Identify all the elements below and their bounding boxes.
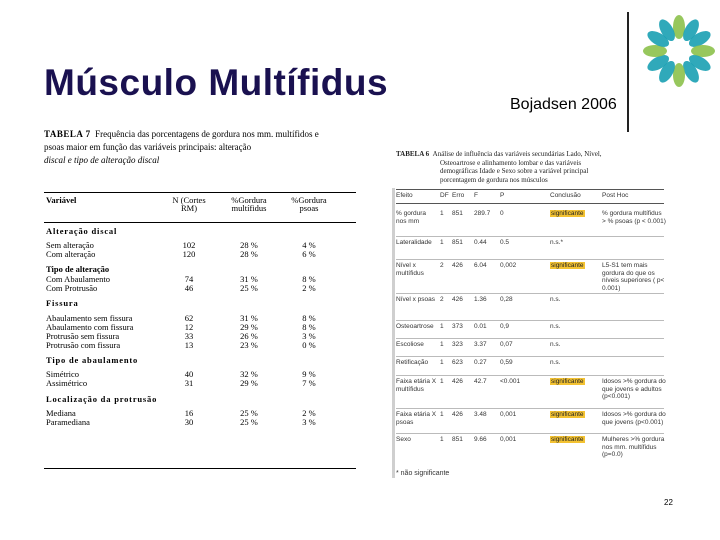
cell-p: 0,001: [500, 436, 517, 443]
cell-psoas: 8 %: [302, 322, 316, 332]
table-7-caption-line: psoas maior em função das variáveis principais: alteração: [44, 142, 252, 152]
cell-efeito: Nível x multífidus: [396, 262, 424, 277]
cell-psoas: 2 %: [302, 283, 316, 293]
cell-conclusao: n.s.: [550, 323, 561, 330]
header-erro: Erro: [452, 192, 465, 199]
cell-n: 31: [184, 378, 194, 388]
table-7-caption: [44, 128, 356, 167]
cell-df: 1: [440, 323, 444, 330]
section-row: [44, 265, 356, 274]
cell-erro: 851: [452, 239, 463, 246]
cell-f: 0.27: [474, 359, 487, 366]
cell-psoas: 4 %: [302, 240, 316, 250]
header-n: N (Cortes RM): [172, 195, 206, 213]
cell-df: 1: [440, 341, 444, 348]
cell-multifidus: 25 %: [240, 417, 258, 427]
source-citation: Bojadsen 2006: [510, 96, 617, 113]
row-label: Protrusão sem fissura: [46, 331, 120, 341]
header-conclusao: Conclusão: [550, 192, 581, 199]
row-label: Simétrico: [46, 369, 80, 379]
header-p: P: [500, 192, 505, 199]
cell-n: 62: [184, 313, 194, 323]
cell-df: 1: [440, 378, 444, 385]
cell-p: 0,001: [500, 411, 517, 418]
cell-efeito: Osteoartrose: [396, 323, 434, 330]
cell-psoas: 8 %: [302, 274, 316, 284]
cell-erro: 426: [452, 378, 463, 385]
cell-erro: 851: [452, 436, 463, 443]
row-divider: [396, 236, 664, 237]
table-6-caption-line: Análise de influência das variáveis secundárias Lado, Nível,: [432, 150, 602, 158]
table-6-caption-line: porcentagem de gordura nos músculos: [440, 175, 548, 184]
row-divider: [396, 259, 664, 260]
cell-psoas: 2 %: [302, 408, 316, 418]
cell-p: 0,59: [500, 359, 513, 366]
table-row: [44, 379, 356, 388]
section-row: [44, 356, 356, 365]
cell-n: 12: [184, 322, 194, 332]
cell-df: 1: [440, 359, 444, 366]
cell-psoas: 3 %: [302, 417, 316, 427]
logo-icon: [640, 12, 718, 90]
cell-psoas: 9 %: [302, 369, 316, 379]
row-label: Abaulamento com fissura: [46, 322, 134, 332]
cell-n: 46: [184, 283, 194, 293]
cell-erro: 373: [452, 323, 463, 330]
row-label: Localização da protrusão: [46, 394, 158, 404]
row-divider: [396, 338, 664, 339]
cell-df: 2: [440, 296, 444, 303]
table-7-header-rule: [44, 222, 356, 223]
row-label: Com alteração: [46, 249, 96, 259]
cell-f: 6.04: [474, 262, 487, 269]
cell-p: <0.001: [500, 378, 521, 385]
row-label: Alteração discal: [46, 226, 118, 236]
table-6-top-rule: [396, 189, 664, 190]
table-6-caption: [396, 150, 676, 184]
cell-multifidus: 25 %: [240, 283, 258, 293]
cell-multifidus: 31 %: [240, 313, 258, 323]
cell-n: 33: [184, 331, 194, 341]
header-multifidus: %Gordura multífidus: [231, 195, 267, 213]
header-variavel: Variável: [46, 195, 77, 205]
table-6-caption-line: demográficas Idade e Sexo sobre a variável principal: [440, 167, 589, 175]
cell-posthoc: Mulheres >% gordura nos mm. multífidus (p=0.0): [602, 436, 665, 458]
table-6-footnote: * não significante: [396, 470, 450, 477]
table-7: [44, 128, 356, 472]
cell-posthoc: L5-S1 tem mais gordura do que os níveis superiores ( p< 0.001): [602, 262, 665, 292]
section-row: [44, 227, 356, 236]
cell-f: 1.36: [474, 296, 487, 303]
cell-efeito: Faixa etária X psoas: [396, 411, 437, 426]
row-label: Abaulamento sem fissura: [46, 313, 133, 323]
cell-psoas: 8 %: [302, 313, 316, 323]
cell-efeito: % gordura nos mm: [396, 210, 426, 225]
cell-conclusao: [550, 378, 598, 386]
table-6-label: TABELA 6: [396, 150, 430, 158]
cell-posthoc: % gordura multífidus > % psoas (p < 0.001): [602, 210, 666, 225]
cell-psoas: 7 %: [302, 378, 316, 388]
table-7-caption-line: discal e tipo de alteração discal: [44, 155, 160, 165]
row-label: Paramediana: [46, 417, 90, 427]
cell-conclusao: [550, 436, 598, 444]
table-7-caption-line: Frequência das porcentagens de gordura nos mm. multífidos e: [95, 129, 319, 139]
cell-df: 1: [440, 210, 444, 217]
cell-multifidus: 28 %: [240, 249, 258, 259]
cell-erro: 851: [452, 210, 463, 217]
section-row: [44, 395, 356, 404]
cell-efeito: Faixa etária X multífidus: [396, 378, 437, 393]
cell-efeito: Sexo: [396, 436, 411, 443]
row-divider: [396, 320, 664, 321]
cell-f: 3.37: [474, 341, 487, 348]
significance-highlight: significante: [551, 436, 584, 443]
row-label: Mediana: [46, 408, 76, 418]
cell-efeito: Escoliose: [396, 341, 424, 348]
cell-multifidus: 32 %: [240, 369, 258, 379]
header-f: F: [474, 192, 478, 199]
cell-df: 2: [440, 262, 444, 269]
cell-multifidus: 23 %: [240, 340, 258, 350]
table-row: [44, 284, 356, 293]
cell-p: 0,07: [500, 341, 513, 348]
cell-posthoc: Idosos >% gordura do que jovens e adultos (p<0.001): [602, 378, 666, 400]
table-7-header: [44, 196, 356, 220]
cell-erro: 426: [452, 411, 463, 418]
cell-psoas: 3 %: [302, 331, 316, 341]
cell-conclusao: n.s.: [550, 296, 561, 303]
table-6-caption-line: Osteoartrose e alinhamento lombar e das variáveis: [440, 158, 582, 167]
cell-n: 16: [184, 408, 194, 418]
cell-n: 74: [184, 274, 194, 284]
cell-multifidus: 25 %: [240, 408, 258, 418]
header-psoas: %Gordura psoas: [291, 195, 327, 213]
row-label: Protrusão com fissura: [46, 340, 121, 350]
cell-conclusao: n.s.*: [550, 239, 564, 246]
row-divider: [396, 408, 664, 409]
table-6-side-border: [392, 188, 395, 478]
cell-multifidus: 31 %: [240, 274, 258, 284]
header-efeito: Efeito: [396, 192, 413, 199]
table-row: [44, 250, 356, 259]
cell-p: 0: [500, 210, 504, 217]
table-6: [382, 146, 682, 481]
row-label: Fissura: [46, 298, 79, 308]
cell-erro: 426: [452, 262, 463, 269]
cell-posthoc: Idosos >% gordura do que jovens (p<0.001): [602, 411, 666, 426]
cell-conclusao: n.s.: [550, 341, 561, 348]
cell-conclusao: [550, 210, 598, 218]
page-number: 22: [664, 498, 673, 507]
vertical-divider: [627, 12, 629, 132]
cell-psoas: 0 %: [302, 340, 316, 350]
cell-p: 0,002: [500, 262, 517, 269]
cell-df: 1: [440, 411, 444, 418]
cell-n: 13: [184, 340, 194, 350]
row-divider: [396, 375, 664, 376]
cell-n: 102: [182, 240, 196, 250]
cell-multifidus: 29 %: [240, 322, 258, 332]
cell-f: 42.7: [474, 378, 487, 385]
header-df: DF: [440, 192, 449, 199]
cell-f: 0.01: [474, 323, 487, 330]
cell-efeito: Lateralidade: [396, 239, 432, 246]
cell-p: 0.5: [500, 239, 510, 246]
cell-conclusao: [550, 262, 598, 270]
table-7-label: TABELA 7: [44, 129, 91, 139]
table-row: [44, 341, 356, 350]
cell-f: 9.66: [474, 436, 487, 443]
cell-f: 3.48: [474, 411, 487, 418]
row-label: Com Abaulamento: [46, 274, 110, 284]
cell-erro: 323: [452, 341, 463, 348]
slide-title: Músculo Multífidus: [44, 62, 389, 103]
cell-p: 0,28: [500, 296, 513, 303]
cell-efeito: Nível x psoas: [396, 296, 436, 303]
cell-p: 0,9: [500, 323, 510, 330]
row-label: Com Protrusão: [46, 283, 98, 293]
section-row: [44, 299, 356, 308]
cell-df: 1: [440, 239, 444, 246]
cell-f: 0.44: [474, 239, 487, 246]
significance-highlight: significante: [551, 262, 584, 269]
cell-psoas: 6 %: [302, 249, 316, 259]
cell-multifidus: 29 %: [240, 378, 258, 388]
cell-erro: 623: [452, 359, 463, 366]
row-label: Sem alteração: [46, 240, 94, 250]
cell-conclusao: n.s.: [550, 359, 561, 366]
header-posthoc: Post Hoc: [602, 192, 629, 199]
cell-efeito: Retificação: [396, 359, 429, 366]
significance-highlight: significante: [551, 210, 584, 217]
cell-f: 289.7: [474, 210, 491, 217]
row-divider: [396, 433, 664, 434]
cell-n: 30: [184, 417, 194, 427]
table-7-bottom-rule: [44, 468, 356, 469]
cell-n: 40: [184, 369, 194, 379]
table-7-top-rule: [44, 192, 356, 193]
row-divider: [396, 293, 664, 294]
cell-multifidus: 28 %: [240, 240, 258, 250]
table-row: [44, 418, 356, 427]
table-6-header-rule: [396, 203, 664, 204]
row-label: Tipo de abaulamento: [46, 355, 139, 365]
cell-erro: 426: [452, 296, 463, 303]
row-divider: [396, 356, 664, 357]
cell-n: 120: [182, 249, 196, 259]
cell-conclusao: [550, 411, 598, 419]
row-label: Tipo de alteração: [46, 264, 110, 274]
cell-df: 1: [440, 436, 444, 443]
significance-highlight: significante: [551, 378, 584, 385]
significance-highlight: significante: [551, 411, 584, 418]
cell-multifidus: 26 %: [240, 331, 258, 341]
row-label: Assimétrico: [46, 378, 88, 388]
